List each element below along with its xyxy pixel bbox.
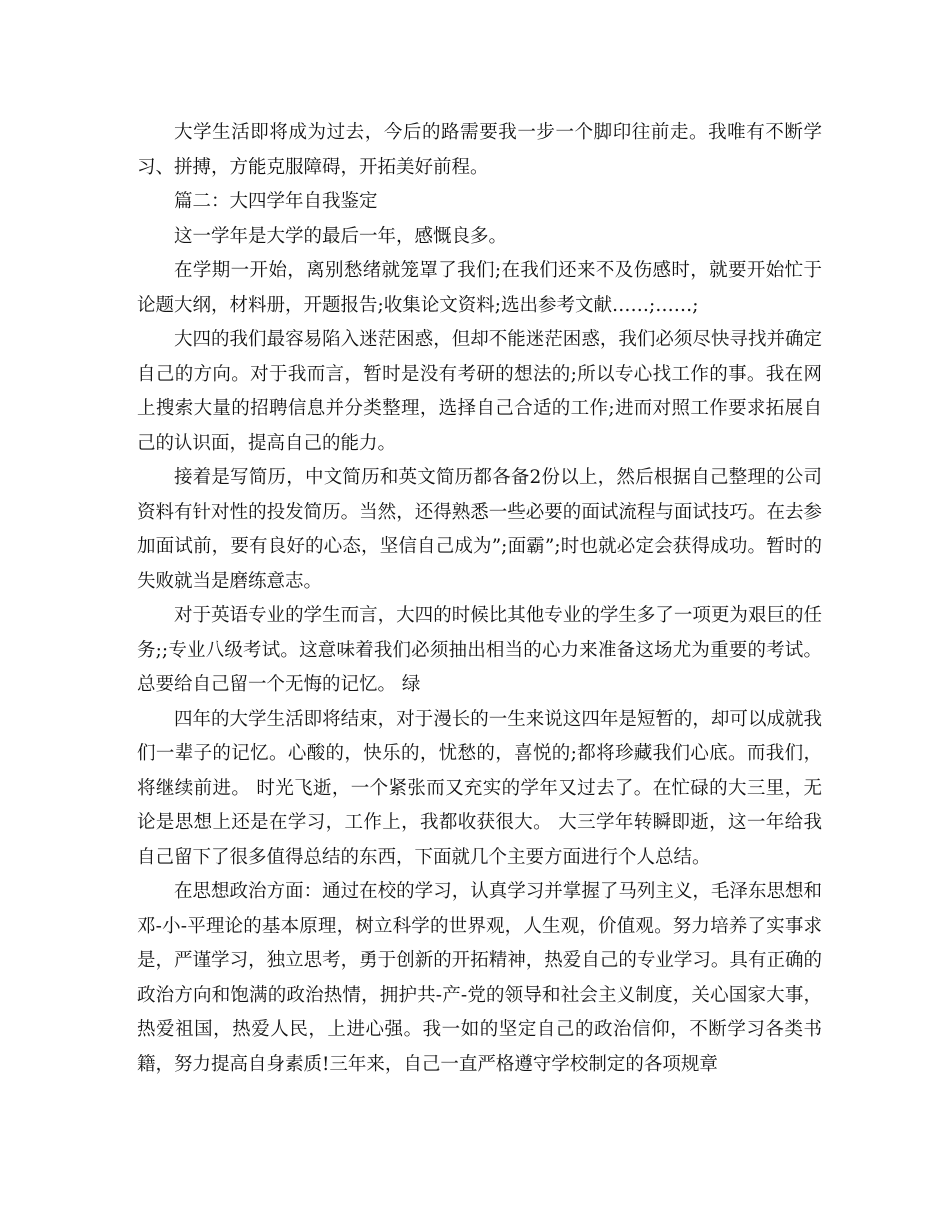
paragraph-1: 大学生活即将成为过去，今后的路需要我一步一个脚印往前走。我唯有不断学习、拼搏，方能克服障碍，开拓美好前程。 [137, 122, 822, 178]
paragraph-3: 在学期一开始，离别愁绪就笼罩了我们;在我们还来不及伤感时，就要开始忙于论题大纲，材料册，开题报告;收集论文资料;选出参考文献……;……; [137, 260, 822, 316]
section-heading: 篇二：大四学年自我鉴定 [174, 191, 378, 212]
paragraph-4: 大四的我们最容易陷入迷茫困惑，但却不能迷茫困惑，我们必须尽快寻找并确定自己的方向。对于我而言，暂时是没有考研的想法的;所以专心找工作的事。我在网上搜索大量的招聘信息并分类整理，选择自己合适的工作;进而对照工作要求拓展自己的认识面，提高自己的能力。 [137, 329, 822, 454]
paragraph-2: 这一学年是大学的最后一年，感慨良多。 [174, 225, 508, 247]
document-body [137, 116, 822, 1082]
paragraph-6: 对于英语专业的学生而言，大四的时候比其他专业的学生多了一项更为艰巨的任务;;专业八级考试。这意味着我们必须抽出相当的心力来准备这场尤为重要的考试。总要给自己留一个无悔的记忆。 绿 [137, 605, 822, 695]
paragraph-7: 四年的大学生活即将结束，对于漫长的一生来说这四年是短暂的，却可以成就我们一辈子的记忆。心酸的，快乐的，忧愁的，喜悦的;都将珍藏我们心底。而我们，将继续前进。 时光飞逝，一个紧张而又充实的学年又过去了。在忙碌的大三里，无论是思想上还是在学习，工作上，我都收获很大。 大三学年转瞬即逝，这一年给我自己留下了很多值得总结的东西，下面就几个主要方面进行个人总结。 [137, 708, 822, 868]
paragraph-5: 接着是写简历，中文简历和英文简历都各备2份以上，然后根据自己整理的公司资料有针对性的投发简历。当然，还得熟悉一些必要的面试流程与面试技巧。在去参加面试前，要有良好的心态，坚信自己成为”;面霸”;时也就必定会获得成功。暂时的失败就当是磨练意志。 [137, 467, 822, 592]
paragraph-8: 在思想政治方面：通过在校的学习，认真学习并掌握了马列主义，毛泽东思想和邓-小-平理论的基本原理，树立科学的世界观，人生观，价值观。努力培养了实事求是，严谨学习，独立思考，勇于创新的开拓精神，热爱自己的专业学习。具有正确的政治方向和饱满的政治热情，拥护共-产-党的领导和社会主义制度，关心国家大事，热爱祖国，热爱人民，上进心强。我一如的坚定自己的政治信仰，不断学习各类书籍，努力提高自身素质!三年来，自己一直严格遵守学校制定的各项规章 [137, 881, 822, 1075]
